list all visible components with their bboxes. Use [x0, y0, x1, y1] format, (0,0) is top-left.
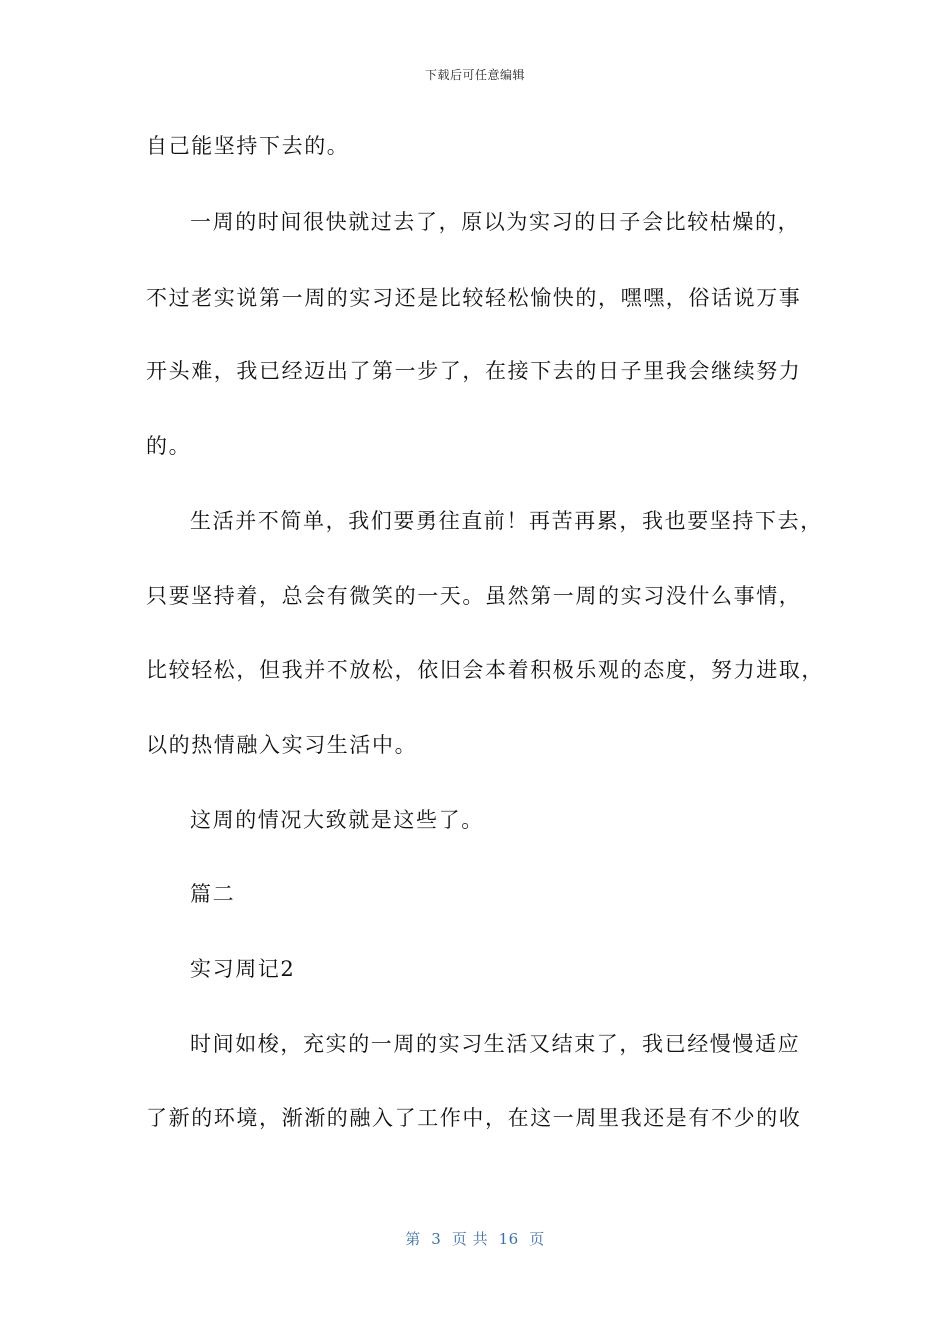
- section-heading: 篇二: [190, 882, 236, 906]
- text-line: 开头难，我已经迈出了第一步了，在接下去的日子里我会继续努力: [146, 359, 802, 383]
- text-line: 比较轻松，但我并不放松，依旧会本着积极乐观的态度，努力进取，: [146, 658, 824, 682]
- text-line: 这周的情况大致就是这些了。: [190, 808, 484, 832]
- text-line: 以的热情融入实习生活中。: [146, 733, 418, 757]
- text-line: 了新的环境，渐渐的融入了工作中，在这一周里我还是有不少的收: [146, 1106, 802, 1130]
- page-number: 第 3 页 共 16 页: [405, 1230, 545, 1248]
- section-title: 实习周记2: [190, 957, 296, 981]
- text-line: 不过老实说第一周的实习还是比较轻松愉快的，嘿嘿，俗话说万事: [146, 286, 802, 310]
- text-line: 一周的时间很快就过去了，原以为实习的日子会比较枯燥的，: [190, 210, 801, 234]
- text-line: 时间如梭，充实的一周的实习生活又结束了，我已经慢慢适应: [190, 1032, 801, 1056]
- text-line: 只要坚持着，总会有微笑的一天。虽然第一周的实习没什么事情，: [146, 584, 802, 608]
- page-header-note: 下载后可任意编辑: [424, 68, 525, 82]
- text-line: 的。: [146, 434, 192, 458]
- text-line: 自己能坚持下去的。: [146, 134, 350, 158]
- text-line: 生活并不简单，我们要勇往直前！再苦再累，我也要坚持下去，: [190, 509, 823, 533]
